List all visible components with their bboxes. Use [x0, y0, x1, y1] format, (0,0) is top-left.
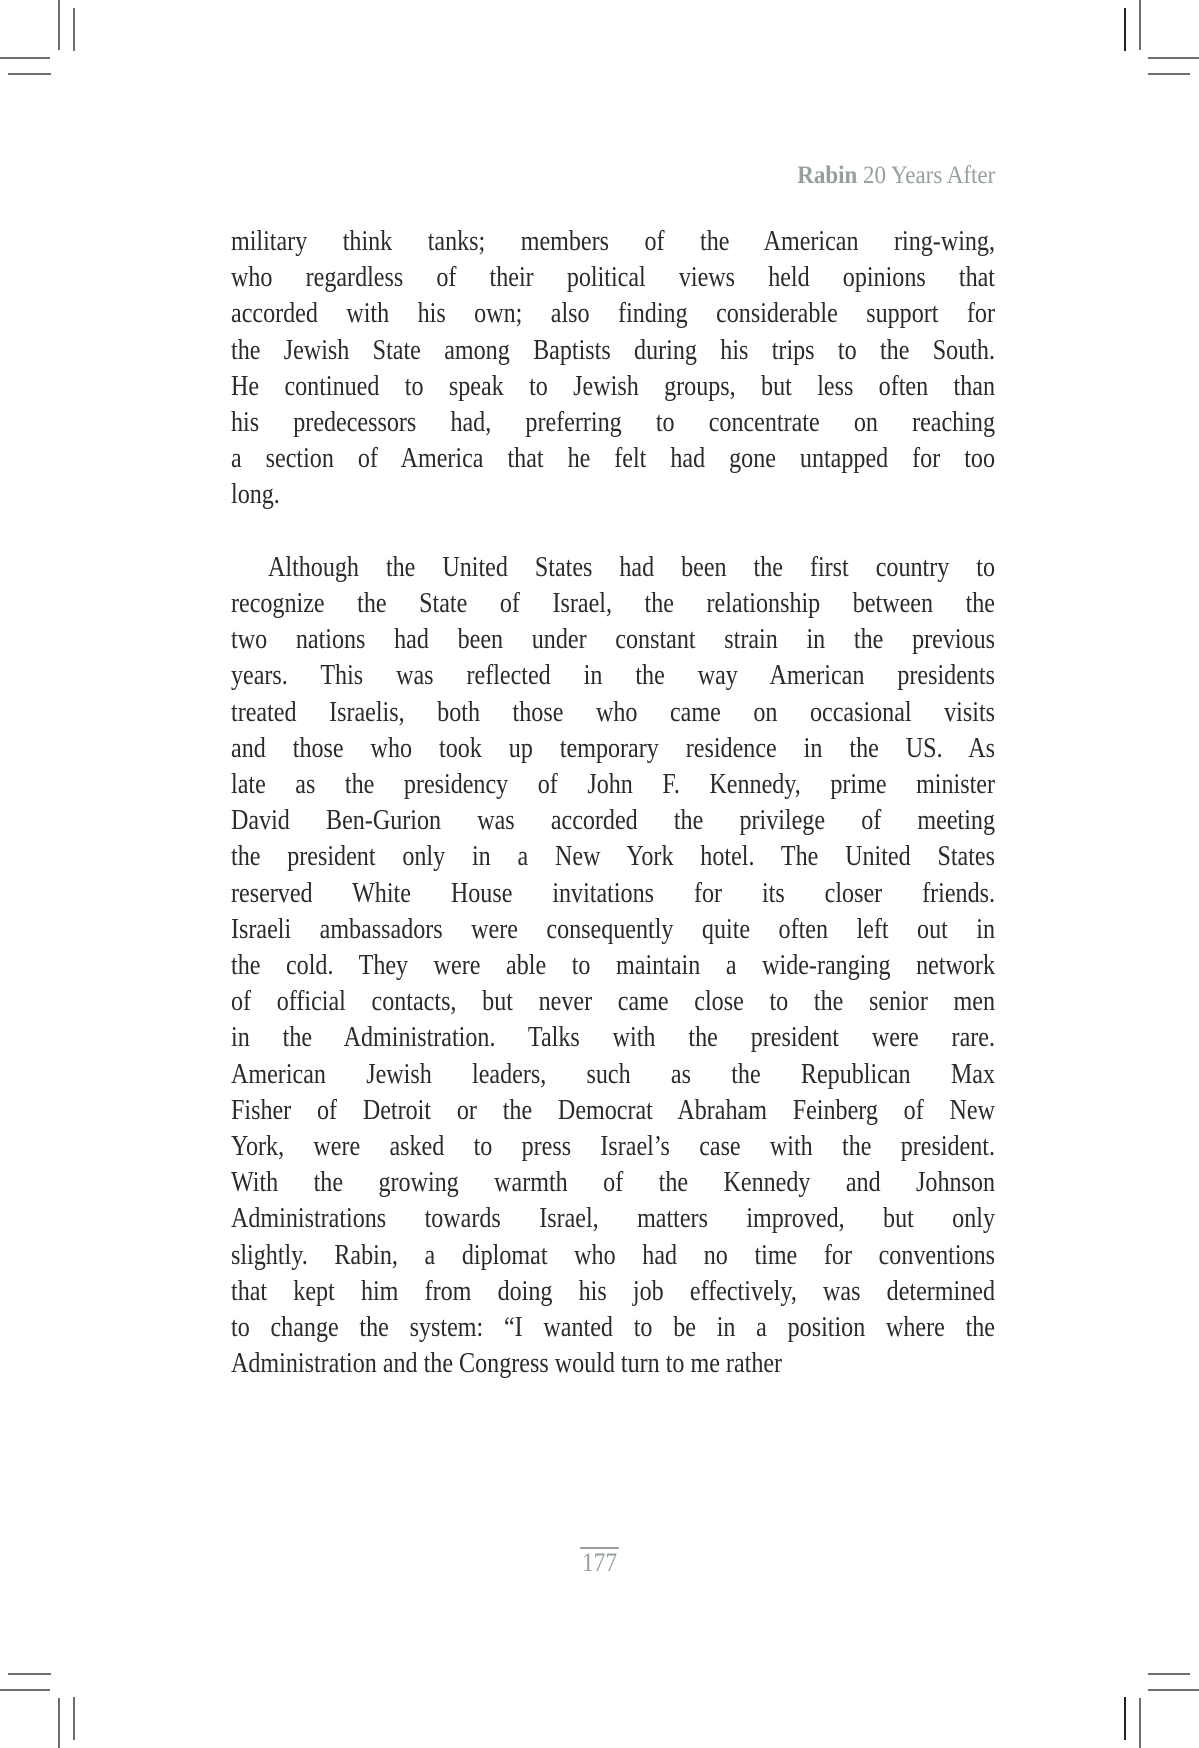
crop-mark-bottom-left-horizontal-outer [0, 1689, 50, 1691]
text-line: York, were asked to press Israel’s case with the president. [231, 1131, 996, 1162]
text-line: to change the system: “I wanted to be in a position where the [231, 1312, 996, 1343]
text-line: who regardless of their political views held opinions that [231, 262, 996, 294]
text-line: a section of America that he felt had gone untapped for too [231, 443, 996, 475]
text-line: Fisher of Detroit or the Democrat Abraham Feinberg of New [231, 1094, 996, 1126]
crop-mark-bottom-right-horizontal-inner [1148, 1673, 1190, 1675]
text-line: slightly. Rabin, a diplomat who had no time for conventions [231, 1239, 995, 1271]
text-line: the cold. They were able to maintain a wide-ranging network [231, 950, 995, 981]
running-header [797, 162, 995, 190]
text-line: He continued to speak to Jewish groups, but less often than [231, 370, 996, 402]
text-line: recognize the State of Israel, the relationship between the [231, 588, 996, 619]
text-line: military think tanks; members of the American ring-wing, [231, 226, 996, 257]
crop-mark-top-right-vertical-outer [1139, 0, 1141, 50]
text-line: With the growing warmth of the Kennedy and Johnson [231, 1167, 996, 1199]
text-line: Administrations towards Israel, matters improved, but only [231, 1203, 996, 1235]
crop-mark-top-right-vertical-inner [1124, 8, 1126, 51]
page-number-folio [0, 1547, 1199, 1578]
text-line: the Jewish State among Baptists during his trips to the South. [231, 334, 995, 366]
text-line: David Ben-Gurion was accorded the privilege of meeting [231, 805, 995, 837]
text-line: long. [231, 479, 280, 511]
text-line: two nations had been under constant strain in the previous [231, 624, 996, 656]
crop-mark-top-left-vertical-outer [58, 0, 60, 50]
text-line: Although the United States had been the first country to [268, 551, 996, 583]
crop-mark-top-left-horizontal-inner [8, 73, 51, 75]
text-line: the president only in a New York hotel. The United States [231, 841, 995, 873]
page-number: 177 [581, 1548, 618, 1577]
crop-mark-bottom-right-horizontal-outer [1148, 1689, 1199, 1691]
crop-mark-bottom-right-vertical-outer [1139, 1698, 1141, 1748]
text-line: that kept him from doing his job effectively, was determined [231, 1275, 996, 1307]
text-line: and those who took up temporary residence in the US. As [231, 732, 996, 764]
text-line: late as the presidency of John F. Kennedy, prime minister [231, 769, 996, 800]
running-header-rest: 20 Years After [857, 162, 995, 189]
text-line: accorded with his own; also finding considerable support for [231, 298, 996, 330]
crop-mark-top-right-horizontal-outer [1148, 57, 1199, 59]
text-line: American Jewish leaders, such as the Republican Max [231, 1058, 996, 1090]
crop-mark-top-left-horizontal-outer [0, 57, 50, 59]
text-line: years. This was reflected in the way American presidents [231, 660, 996, 692]
crop-mark-bottom-left-vertical-outer [58, 1698, 60, 1748]
text-line: in the Administration. Talks with the president were rare. [231, 1022, 996, 1054]
crop-mark-bottom-left-horizontal-inner [8, 1673, 51, 1675]
text-line: treated Israelis, both those who came on occasional visits [231, 696, 996, 728]
crop-mark-top-left-vertical-inner [73, 8, 75, 51]
crop-mark-bottom-left-vertical-inner [73, 1697, 75, 1740]
text-line: his predecessors had, preferring to concentrate on reaching [231, 407, 996, 438]
text-line: Israeli ambassadors were consequently quite often left out in [231, 913, 996, 945]
crop-mark-top-right-horizontal-inner [1148, 73, 1190, 75]
text-line: of official contacts, but never came close to the senior men [231, 986, 996, 1018]
crop-mark-bottom-right-vertical-inner [1124, 1697, 1126, 1740]
text-line: Administration and the Congress would turn to me rather [231, 1348, 783, 1380]
text-line: reserved White House invitations for its closer friends. [231, 877, 996, 909]
running-header-bold: Rabin [796, 162, 857, 189]
